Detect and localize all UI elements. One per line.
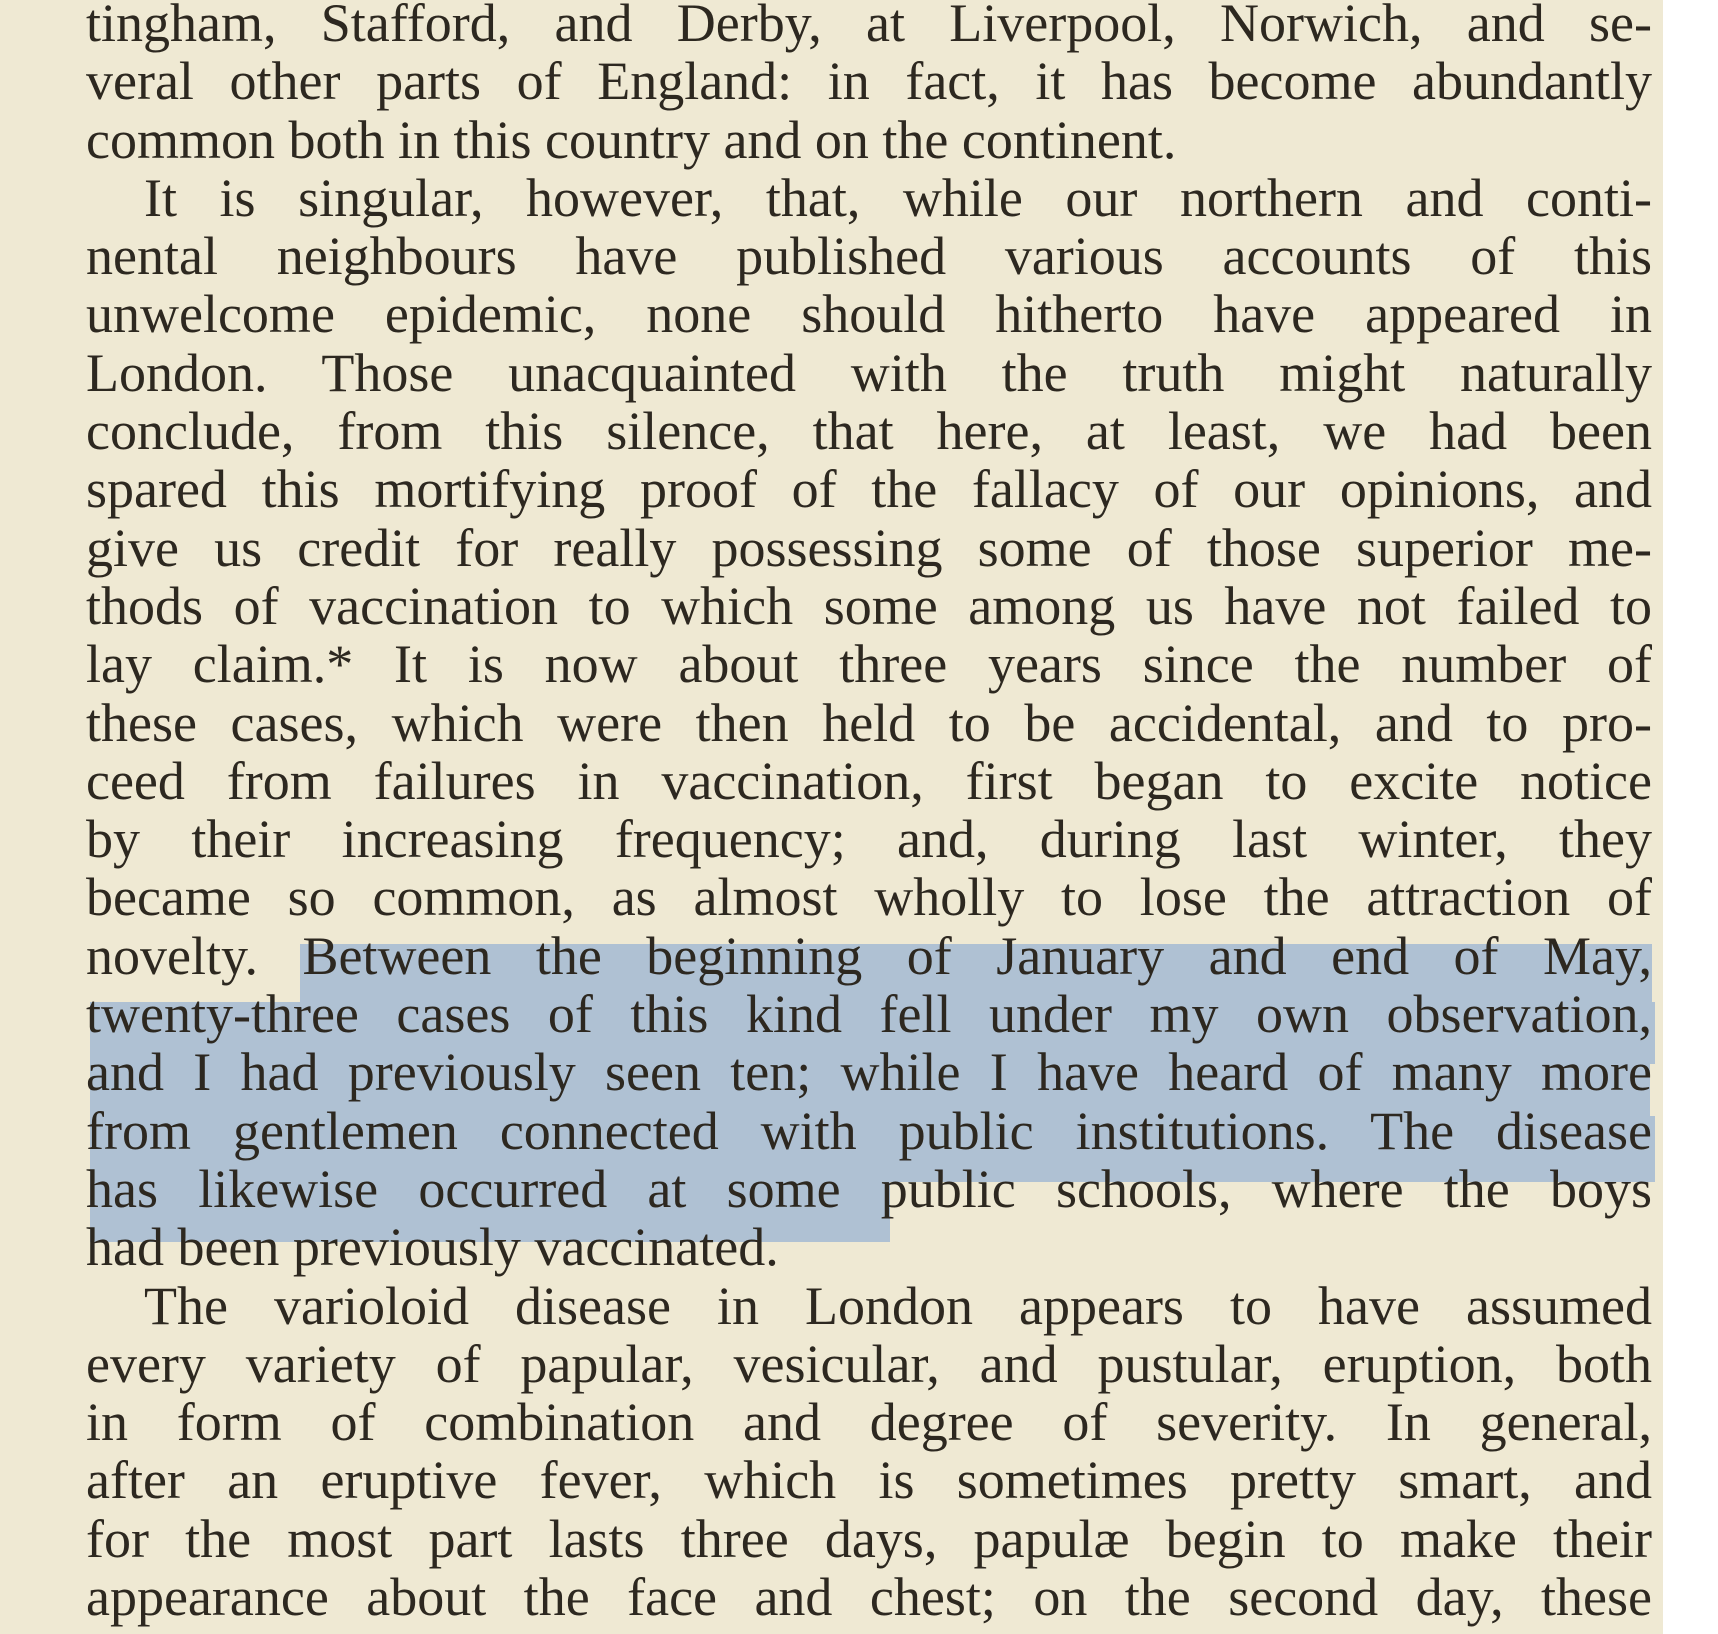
- body-text: [86, 0, 1652, 1626]
- text-line: by their increasing frequency; and, during last winter, they: [86, 809, 1652, 870]
- text-line: give us credit for really possessing some of those superior me-: [86, 517, 1652, 578]
- text-line: and I had previously seen ten; while I have heard of many more: [86, 1042, 1652, 1103]
- text-line: after an eruptive fever, which is sometimes pretty smart, and: [86, 1450, 1652, 1511]
- text-line: unwelcome epidemic, none should hitherto have appeared in: [86, 284, 1652, 345]
- text-line: in form of combination and degree of severity. In general,: [86, 1392, 1652, 1453]
- text-line: thods of vaccination to which some among us have not failed to: [86, 575, 1652, 636]
- text-line: It is singular, however, that, while our northern and conti-: [144, 167, 1652, 228]
- text-line: ceed from failures in vaccination, first began to excite notice: [86, 750, 1652, 811]
- text-line: twenty-three cases of this kind fell under my own observation,: [86, 984, 1652, 1045]
- text-line: these cases, which were then held to be accidental, and to pro-: [86, 692, 1652, 753]
- text-line: London. Those unacquainted with the truth might naturally: [86, 342, 1652, 403]
- text-line: for the most part lasts three days, papulæ begin to make their: [86, 1508, 1652, 1569]
- text-line: tingham, Stafford, and Derby, at Liverpool, Norwich, and se-: [86, 0, 1652, 53]
- text-line: conclude, from this silence, that here, at least, we had been: [86, 401, 1652, 462]
- page-margin: [1663, 0, 1718, 1634]
- text-line: appearance about the face and chest; on the second day, these: [86, 1567, 1652, 1628]
- text-line: from gentlemen connected with public institutions. The disease: [86, 1100, 1652, 1161]
- text-line: veral other parts of England: in fact, it has become abundantly: [86, 51, 1652, 112]
- text-line: became so common, as almost wholly to lose the attraction of: [86, 867, 1652, 928]
- text-line: has likewise occurred at some public schools, where the boys: [86, 1158, 1652, 1219]
- text-line: The varioloid disease in London appears to have assumed: [144, 1275, 1652, 1336]
- text-line: nental neighbours have published various accounts of this: [86, 226, 1652, 287]
- text-line: lay claim.* It is now about three years since the number of: [86, 634, 1652, 695]
- text-line: had been previously vaccinated.: [86, 1217, 779, 1278]
- text-line: spared this mortifying proof of the fallacy of our opinions, and: [86, 459, 1652, 520]
- text-line: novelty. Between the beginning of January and end of May,: [86, 925, 1652, 986]
- text-line: every variety of papular, vesicular, and pustular, eruption, both: [86, 1333, 1652, 1394]
- text-line: common both in this country and on the continent.: [86, 109, 1177, 170]
